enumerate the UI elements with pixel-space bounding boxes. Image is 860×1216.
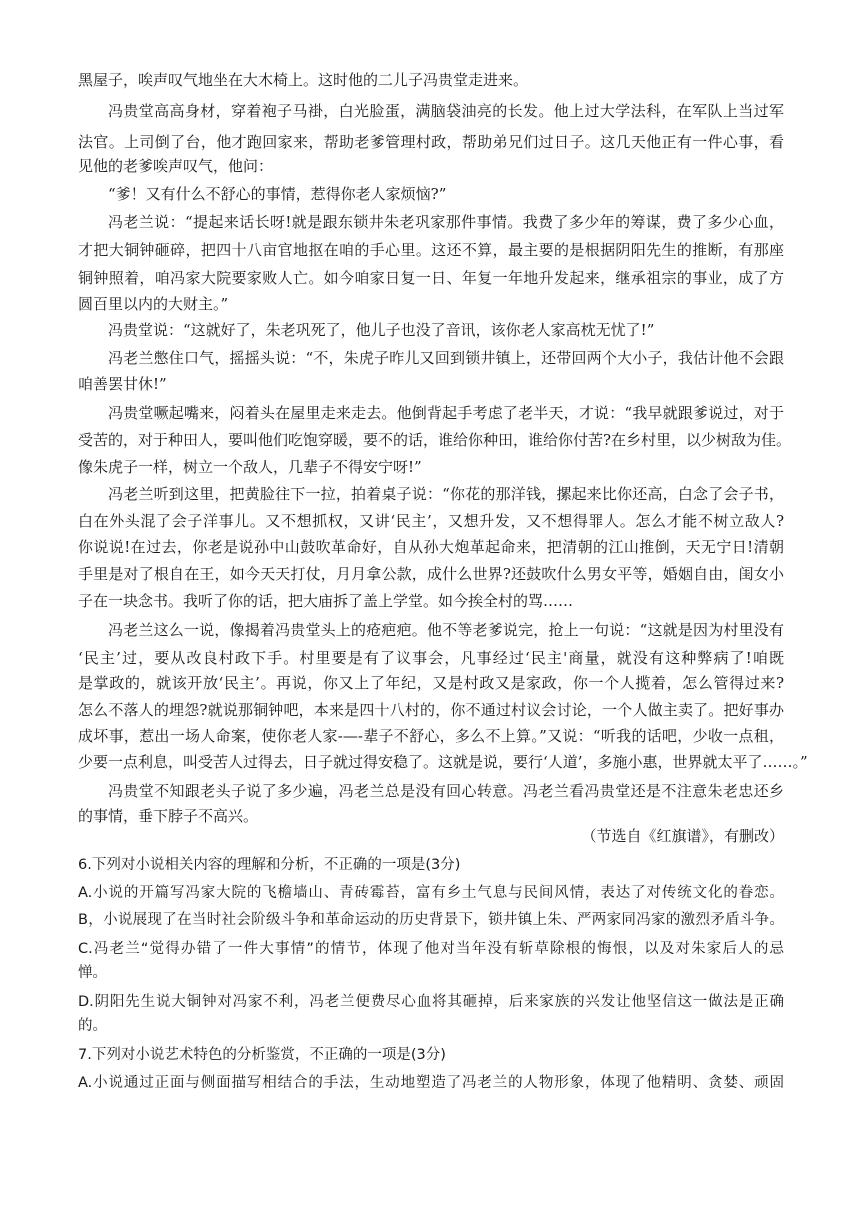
passage-line: 像朱虎子一样，树立一个敌人，几辈子不得安宁呀!” xyxy=(78,458,422,476)
answer-option-line: C.冯老兰“觉得办错了一件大事情”的情节，体现了他对当年没有斩草除根的悔恨，以及对朱家后人的忌 xyxy=(78,941,784,957)
passage-line: 手里是对了根自在王，如今天天打仗，月月拿公款，成什么世界?还鼓吹什么男女平等，婚姻自由，闺女小 xyxy=(78,565,784,583)
passage-line: 冯贵堂高高身材，穿着袍子马褂，白光脸蛋，满脑袋油亮的长发。他上过大学法科，在军队上当过军 xyxy=(108,102,784,120)
passage-line: 少要一点利息，叫受苦人过得去，日子就过得安稳了。这就是说，要行‘人道’，多施小惠，世界就太平了……。” xyxy=(78,753,808,771)
passage-line: 圆百里以内的大财主。” xyxy=(78,295,229,313)
question-stem: 7.下列对小说艺术特色的分析鉴赏，不正确的一项是(3分) xyxy=(78,1047,446,1063)
passage-line: 怎么不落人的埋怨?就说那铜钟吧，本来是四十八村的，你不通过村议会讨论，一个人做主卖了。把好事办 xyxy=(78,701,784,719)
passage-line: ‘民主’过，要从改良村政下手。村里要是有了议事会，凡事经过‘民主'商量，就没有这种弊病了!咱既 xyxy=(78,649,784,667)
answer-option-line: A.小说通过正面与侧面描写相结合的手法，生动地塑造了冯老兰的人物形象，体现了他精明、贪婪、顽固 xyxy=(78,1075,784,1091)
answer-option-line: D.阴阳先生说大铜钟对冯家不利，冯老兰便费尽心血将其砸掉，后来家族的兴发让他坚信这一做法是正确 xyxy=(78,994,784,1010)
answer-option-line: B，小说展现了在当时社会阶级斗争和革命运动的历史背景下，锁井镇上朱、严两家同冯家的激烈矛盾斗争。 xyxy=(78,912,784,928)
passage-line: 才把大铜钟砸碎，把四十八亩官地抠在咱的手心里。这还不算，最主要的是根据阴阳先生的推断，有那座 xyxy=(78,241,784,259)
passage-line: “爹！又有什么不舒心的事情，惹得你老人家烦恼?” xyxy=(108,185,447,203)
passage-line: 子在一块念书。我听了你的话，把大庙拆了盖上学堂。如今挨全村的骂…… xyxy=(78,592,574,610)
passage-line: 冯贵堂噘起嘴来，闷着头在屋里走来走去。他倒背起手考虑了老半天，才说：“我早就跟爹说过，对于 xyxy=(108,404,784,422)
passage-line: 冯老兰这么一说，像揭着冯贵堂头上的疮疤疤。他不等老爹说完，抢上一句说：“这就是因为村里没有 xyxy=(108,621,784,639)
passage-line: 冯老兰听到这里，把黄脸往下一拉，拍着桌子说：“你花的那洋钱，摞起来比你还高，白念了会子书， xyxy=(108,485,784,503)
passage-line: 成坏事，惹出一场人命案，使你老人家-—-辈子不舒心，多么不上算。”又说：“听我的话吧，少收一点租， xyxy=(78,727,784,745)
passage-line: 见他的老爹唉声叹气，他问： xyxy=(78,157,274,175)
passage-line: 是掌政的，就该开放‘民主’。再说，你又上了年纪，又是村政又是家政，你一个人揽着，怎么管得过来? xyxy=(78,674,784,692)
passage-line: 法官。上司倒了台，他才跑回家来，帮助老爹管理村政，帮助弟兄们过日子。这几天他正有一件心事，看 xyxy=(78,133,784,151)
passage-line: 铜钟照着，咱冯家大院要家败人亡。如今咱家日复一日、年复一年地升发起来，继承祖宗的事业，成了方 xyxy=(78,269,784,287)
passage-line: 受苦的，对于种田人，要叫他们吃饱穿暖，要不的话，谁给你种田，谁给你付苦?在乡村里，以少树敌为佳。 xyxy=(78,431,792,449)
passage-line: 冯贵堂不知跟老头子说了多少遍，冯老兰总是没有回心转意。冯老兰看冯贵堂还是不注意朱老忠还乡 xyxy=(108,782,784,800)
passage-line: 的事情，垂下脖子不高兴。 xyxy=(78,807,259,825)
answer-option-line: A.小说的开篇写冯家大院的飞檐墙山、青砖霉苔，富有乡土气息与民间风情，表达了对传统文化的眷恋。 xyxy=(78,885,784,901)
passage-line: 你说说!在过去，你老是说孙中山鼓吹革命好，自从孙大炮革起命来，把清朝的江山推倒，天无宁日!清朝 xyxy=(78,538,784,556)
passage-line: 黑屋子，唉声叹气地坐在大木椅上。这时他的二儿子冯贵堂走进来。 xyxy=(78,71,529,89)
passage-line: 冯老兰说：“提起来话长呀!就是跟东锁井朱老巩家那件事情。我费了多少年的筹谋，费了多少心血， xyxy=(108,213,784,231)
passage-line: 冯老兰憋住口气，摇摇头说：“不，朱虎子昨儿又回到锁井镇上，还带回两个大小子，我估计他不会跟 xyxy=(108,349,784,367)
answer-option-line: 的。 xyxy=(78,1018,107,1034)
source-citation: （节选自《红旗谱》，有删改） xyxy=(581,827,784,845)
passage-line: 冯贵堂说：“这就好了，朱老巩死了，他儿子也没了音讯，该你老人家高枕无忧了!” xyxy=(108,321,655,339)
passage-line: 白在外头混了会子洋事儿。又不想抓权，又讲‘民主’，又想升发，又不想得罪人。怎么才能不树立敌人? xyxy=(78,512,784,530)
answer-option-line: 惮。 xyxy=(78,965,107,981)
passage-line: 咱善罢甘休!” xyxy=(78,375,167,393)
question-stem: 6.下列对小说相关内容的理解和分析，不正确的一项是(3分) xyxy=(78,857,461,873)
